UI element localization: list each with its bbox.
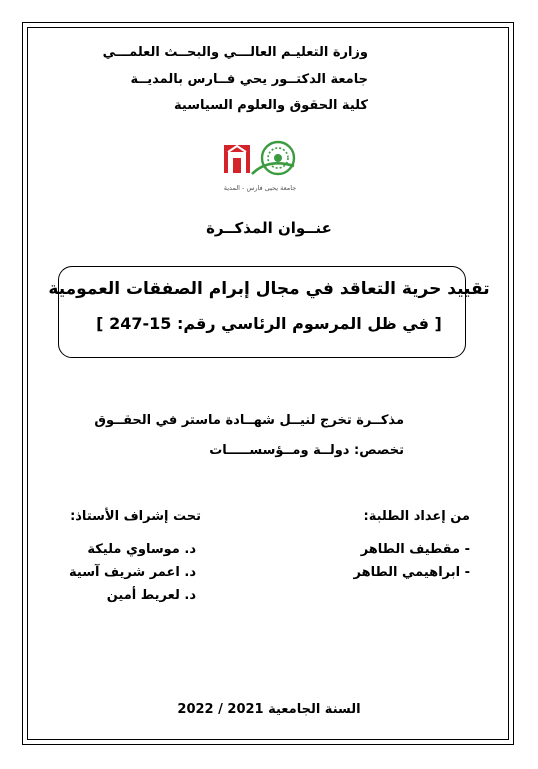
page-border-inner	[27, 27, 509, 740]
memo-title-line1: تقييد حرية التعاقد في مجال إبرام الصفقات العمومية	[48, 279, 490, 299]
degree-statement: مذكــرة تخرج لنيــل شهــادة ماستر في الحقــوق	[94, 413, 404, 428]
supervisor-name: د. موساوي مليكة	[87, 542, 196, 557]
university-name: جامعة الدكتــور يحي فــارس بالمديــة	[130, 72, 368, 87]
university-logo-icon	[212, 138, 308, 196]
student-name: - مقطيف الطاهر	[360, 542, 470, 557]
students-heading: من إعداد الطلبة:	[363, 509, 470, 524]
logo-caption: جامعة يحيى فارس - المدية	[223, 184, 297, 192]
academic-year: السنة الجامعية 2021 / 2022	[177, 702, 361, 717]
supervisors-heading: تحت إشراف الأستاذ:	[70, 509, 201, 524]
supervisor-name: د. اعمر شريف آسية	[69, 565, 196, 580]
ministry-name: وزارة التعليـم العالـــي والبحــث العلمـــي	[102, 45, 368, 60]
faculty-name: كلية الحقوق والعلوم السياسية	[174, 98, 368, 113]
specialization: تخصص: دولــة ومــؤسســـــات	[209, 443, 404, 458]
memo-title-line2: [ في ظل المرسوم الرئاسي رقم: 15-247 ]	[96, 314, 442, 333]
student-name: - ابراهيمي الطاهر	[353, 565, 470, 580]
supervisor-name: د. لعريط أمين	[106, 588, 196, 603]
memo-title-label: عنــوان المذكــرة	[206, 219, 332, 237]
